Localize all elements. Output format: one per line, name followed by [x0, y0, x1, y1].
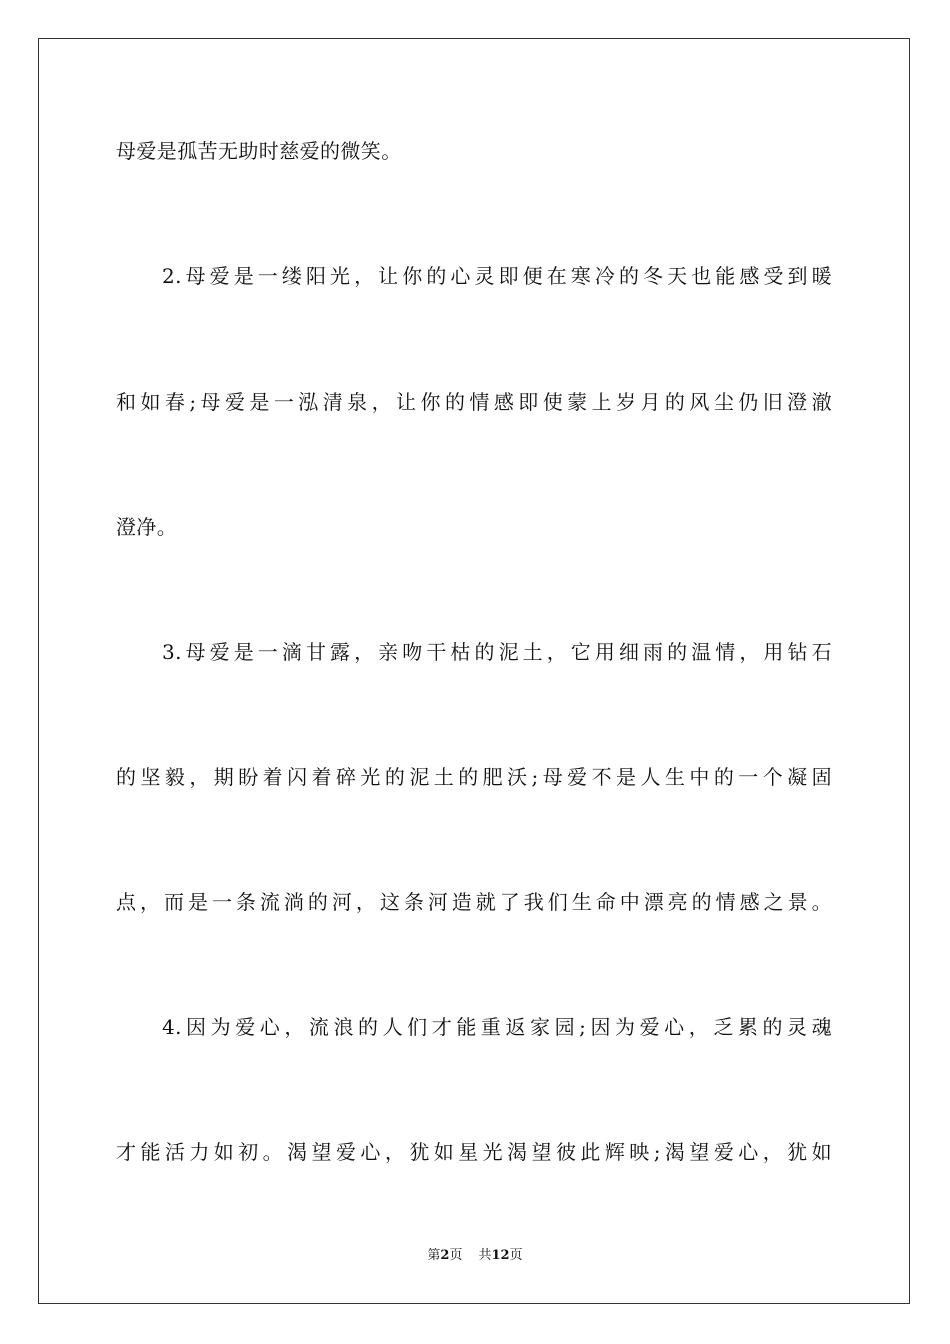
- page-footer: [0, 1244, 950, 1263]
- paragraph-line: 母爱是孤苦无助时慈爱的微笑。: [116, 139, 402, 163]
- footer-page-current: 2: [440, 1248, 450, 1263]
- footer-total-suffix: 页: [509, 1248, 523, 1263]
- paragraph-line: 才能活力如初。渴望爱心，犹如星光渴望彼此辉映;渴望爱心，犹如: [116, 1140, 832, 1164]
- paragraph-line: 和如春;母爱是一泓清泉，让你的情感即使蒙上岁月的风尘仍旧澄澈: [116, 390, 832, 414]
- paragraph-line: 澄净。: [116, 515, 178, 539]
- paragraph-line: 4.因为爱心，流浪的人们才能重返家园;因为爱心，乏累的灵魂: [162, 1015, 832, 1039]
- paragraph-line: 点，而是一条流淌的河，这条河造就了我们生命中漂亮的情感之景。: [116, 890, 832, 914]
- paragraph-line: 3.母爱是一滴甘露，亲吻干枯的泥土，它用细雨的温情，用钻石: [162, 640, 832, 664]
- footer-page-suffix: 页: [449, 1248, 463, 1263]
- page-border: [38, 38, 910, 1304]
- paragraph-line: 2.母爱是一缕阳光，让你的心灵即便在寒冷的冬天也能感受到暖: [162, 264, 832, 288]
- footer-page-prefix: 第: [427, 1248, 441, 1263]
- footer-page-total: 12: [491, 1248, 510, 1263]
- footer-total-prefix: 共: [478, 1248, 492, 1263]
- paragraph-line: 的坚毅，期盼着闪着碎光的泥土的肥沃;母爱不是人生中的一个凝固: [116, 765, 832, 789]
